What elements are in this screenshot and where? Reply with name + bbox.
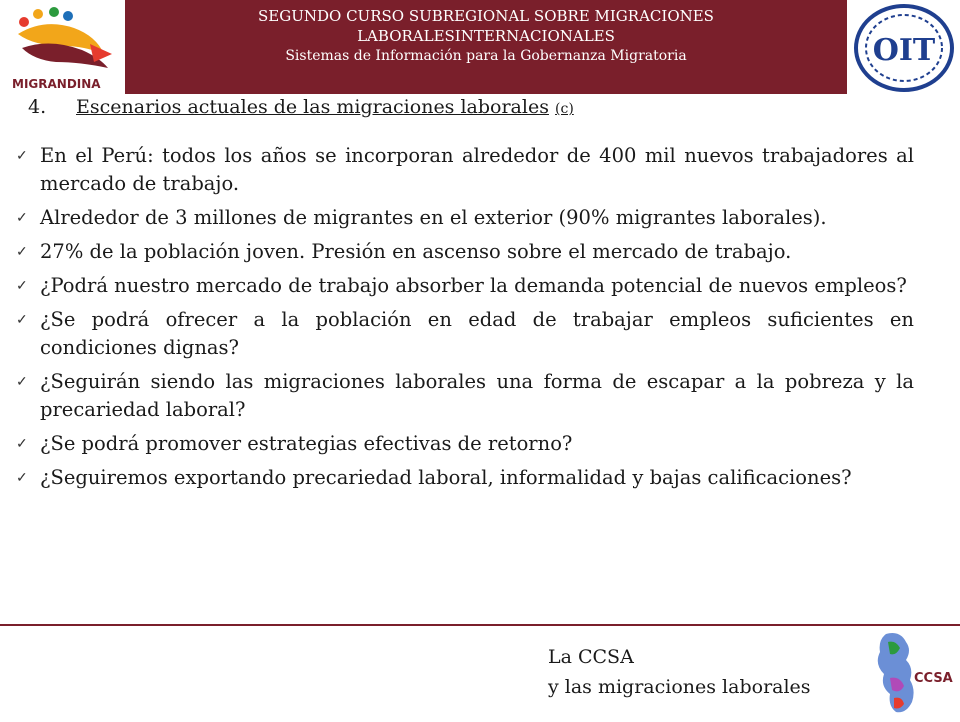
check-icon: ✓ (16, 148, 28, 164)
list-item (14, 238, 914, 266)
footer-line-2: y las migraciones laborales (548, 676, 811, 698)
heading-suffix: (c) (555, 101, 574, 117)
ccsa-logo (866, 628, 958, 718)
list-item (14, 464, 914, 492)
bullet-text: ¿Seguirán siendo las migraciones laborales una forma de escapar a la pobreza y la precariedad laboral? (40, 370, 914, 421)
banner-line-1: SEGUNDO CURSO SUBREGIONAL SOBRE MIGRACIONES (258, 7, 714, 25)
ccsa-wordmark: CCSA (914, 671, 953, 686)
migrandina-wordmark: MIGRANDINA (12, 77, 101, 91)
check-icon: ✓ (16, 470, 28, 486)
bullet-text: ¿Se podrá promover estrategias efectivas de retorno? (40, 432, 573, 455)
check-icon: ✓ (16, 244, 28, 260)
bullet-text: ¿Se podrá ofrecer a la población en edad de trabajar empleos suficientes en condiciones dignas? (40, 308, 914, 359)
heading-number: 4. (28, 96, 47, 118)
list-item (14, 272, 914, 300)
heading-text: Escenarios actuales de las migraciones laborales (76, 96, 549, 118)
list-item (14, 142, 914, 198)
check-icon: ✓ (16, 278, 28, 294)
banner-line-2: LABORALESINTERNACIONALES (357, 27, 615, 45)
check-icon: ✓ (16, 374, 28, 390)
list-item (14, 430, 914, 458)
list-item (14, 204, 914, 232)
oit-wordmark: OIT (872, 33, 936, 68)
footer-divider (0, 624, 960, 626)
section-heading (28, 96, 574, 118)
check-icon: ✓ (16, 436, 28, 452)
bullet-list (14, 142, 914, 498)
migrandina-logo (4, 4, 120, 96)
footer-caption (548, 642, 811, 702)
list-item (14, 306, 914, 362)
bullet-text: 27% de la población joven. Presión en ascenso sobre el mercado de trabajo. (40, 240, 792, 263)
check-icon: ✓ (16, 312, 28, 328)
banner-line-3: Sistemas de Información para la Gobernanza Migratoria (285, 48, 687, 64)
bullet-text: En el Perú: todos los años se incorporan alrededor de 400 mil nuevos trabajadores al mercado de trabajo. (40, 144, 914, 195)
bullet-text: ¿Podrá nuestro mercado de trabajo absorber la demanda potencial de nuevos empleos? (40, 274, 907, 297)
bullet-text: Alrededor de 3 millones de migrantes en el exterior (90% migrantes laborales). (40, 206, 827, 229)
bullet-text: ¿Seguiremos exportando precariedad laboral, informalidad y bajas calificaciones? (40, 466, 852, 489)
list-item (14, 368, 914, 424)
footer-line-1: La CCSA (548, 646, 634, 668)
oit-logo (850, 2, 958, 94)
header-banner (125, 0, 847, 94)
check-icon: ✓ (16, 210, 28, 226)
